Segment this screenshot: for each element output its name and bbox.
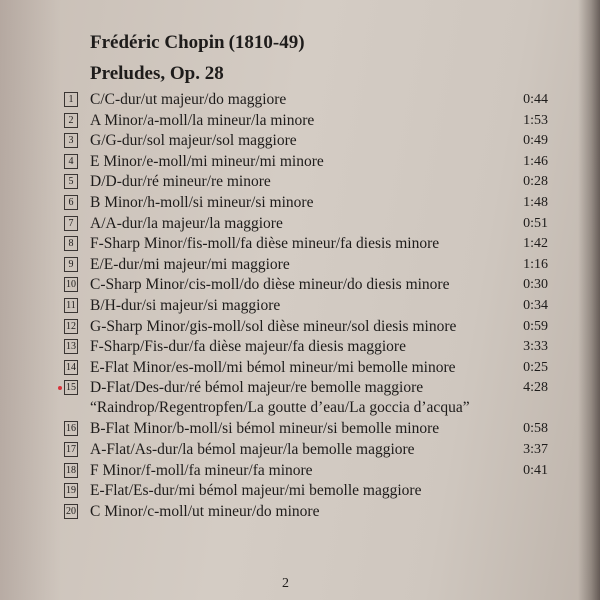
- track-duration: 1:53: [523, 112, 548, 128]
- track-number: 3: [64, 133, 78, 148]
- track-row: [0, 358, 600, 378]
- track-row: [0, 172, 600, 192]
- track-title: F-Sharp/Fis-dur/fa dièse majeur/fa diesis maggiore: [90, 338, 406, 356]
- track-number: 10: [66, 279, 76, 291]
- track-title: F-Sharp Minor/fis-moll/fa dièse mineur/fa diesis minore: [90, 235, 440, 253]
- track-title: C-Sharp Minor/cis-moll/do dièse mineur/do diesis minore: [90, 276, 450, 294]
- track-number: 9: [64, 257, 78, 272]
- track-title: E-Flat Minor/es-moll/mi bémol mineur/mi bemolle minore: [90, 358, 456, 376]
- track-duration: 3:37: [523, 442, 548, 457]
- track-number: 18: [66, 464, 76, 476]
- track-number: 11: [64, 298, 78, 313]
- track-title: G/G-dur/sol majeur/sol maggiore: [90, 132, 297, 150]
- track-row: [0, 337, 600, 357]
- work-title: Preludes, Op. 28: [90, 63, 224, 84]
- track-duration: 3:33: [523, 339, 548, 355]
- track-row: [0, 255, 600, 275]
- track-duration: 0:49: [523, 133, 548, 149]
- track-row: [0, 440, 600, 460]
- marker-dot-icon: [58, 386, 62, 390]
- track-row: [0, 275, 600, 295]
- track-number: 5: [64, 174, 78, 189]
- track-subtitle: “Raindrop/Regentropfen/La goutte d’eau/La goccia d’acqua”: [90, 399, 470, 417]
- track-title: A Minor/a-moll/la mineur/la minore: [90, 111, 315, 129]
- track-duration: 0:59: [523, 318, 548, 334]
- track-number: 2: [64, 113, 78, 128]
- track-number: 15: [66, 382, 76, 394]
- track-number: 14: [66, 361, 76, 373]
- track-title: F Minor/f-moll/fa mineur/fa minore: [90, 461, 313, 479]
- track-duration: 1:48: [523, 195, 548, 210]
- track-row: [0, 214, 600, 234]
- track-duration: 4:28: [523, 380, 548, 396]
- track-duration: 0:25: [523, 359, 548, 375]
- track-title: C Minor/c-moll/ut mineur/do minore: [90, 502, 320, 520]
- track-row: [0, 419, 600, 439]
- track-row: [0, 90, 600, 110]
- track-row: [0, 131, 600, 151]
- track-number: 4: [64, 154, 78, 169]
- track-number: 1: [64, 92, 78, 107]
- track-title: B Minor/h-moll/si mineur/si minore: [90, 194, 314, 211]
- track-duration: 0:30: [523, 277, 548, 293]
- track-number: 19: [66, 485, 76, 497]
- track-title: B/H-dur/si majeur/si maggiore: [90, 297, 281, 314]
- track-title: D/D-dur/ré mineur/re minore: [90, 173, 271, 191]
- track-row: [0, 461, 600, 481]
- track-number: 17: [66, 444, 76, 455]
- track-number: 7: [64, 216, 78, 231]
- track-title: E-Flat/Es-dur/mi bémol majeur/mi bemolle maggiore: [90, 482, 422, 500]
- track-duration: 1:46: [523, 153, 548, 169]
- composer-dates: (1810-49): [228, 32, 305, 53]
- track-title: G-Sharp Minor/gis-moll/sol dièse mineur/sol diesis minore: [90, 317, 457, 335]
- track-title: A/A-dur/la majeur/la maggiore: [90, 214, 283, 232]
- track-row: [0, 152, 600, 172]
- track-row: [0, 193, 600, 213]
- composer-header: [90, 32, 305, 54]
- track-duration: 0:34: [523, 298, 548, 313]
- track-duration: 0:51: [523, 215, 548, 231]
- track-row: [0, 317, 600, 337]
- track-duration: 1:16: [523, 256, 548, 272]
- track-number: 6: [64, 195, 78, 210]
- track-number: 12: [66, 320, 76, 332]
- track-duration: 1:42: [523, 236, 548, 252]
- track-row: [0, 481, 600, 501]
- track-duration: 0:58: [523, 421, 548, 437]
- track-title: C/C-dur/ut majeur/do maggiore: [90, 91, 287, 108]
- track-number: 13: [66, 341, 76, 353]
- track-row: [0, 234, 600, 254]
- track-title: B-Flat Minor/b-moll/si bémol mineur/si bemolle minore: [90, 420, 440, 438]
- track-title: D-Flat/Des-dur/ré bémol majeur/re bemolle maggiore: [90, 379, 424, 397]
- track-row: [0, 378, 600, 417]
- track-row: [0, 111, 600, 131]
- track-number: 20: [66, 505, 76, 517]
- page-number: 2: [282, 576, 289, 591]
- track-row: [0, 296, 600, 316]
- composer-name: Frédéric Chopin: [90, 32, 225, 53]
- track-row: [0, 502, 600, 522]
- track-duration: 0:41: [523, 462, 548, 478]
- track-title: E/E-dur/mi majeur/mi maggiore: [90, 255, 290, 273]
- track-number: 8: [64, 236, 78, 251]
- track-number: 16: [66, 423, 76, 435]
- track-duration: 0:44: [523, 92, 548, 107]
- track-duration: 0:28: [523, 174, 548, 190]
- track-title: E Minor/e-moll/mi mineur/mi minore: [90, 152, 324, 170]
- track-title: A-Flat/As-dur/la bémol majeur/la bemolle maggiore: [90, 441, 415, 458]
